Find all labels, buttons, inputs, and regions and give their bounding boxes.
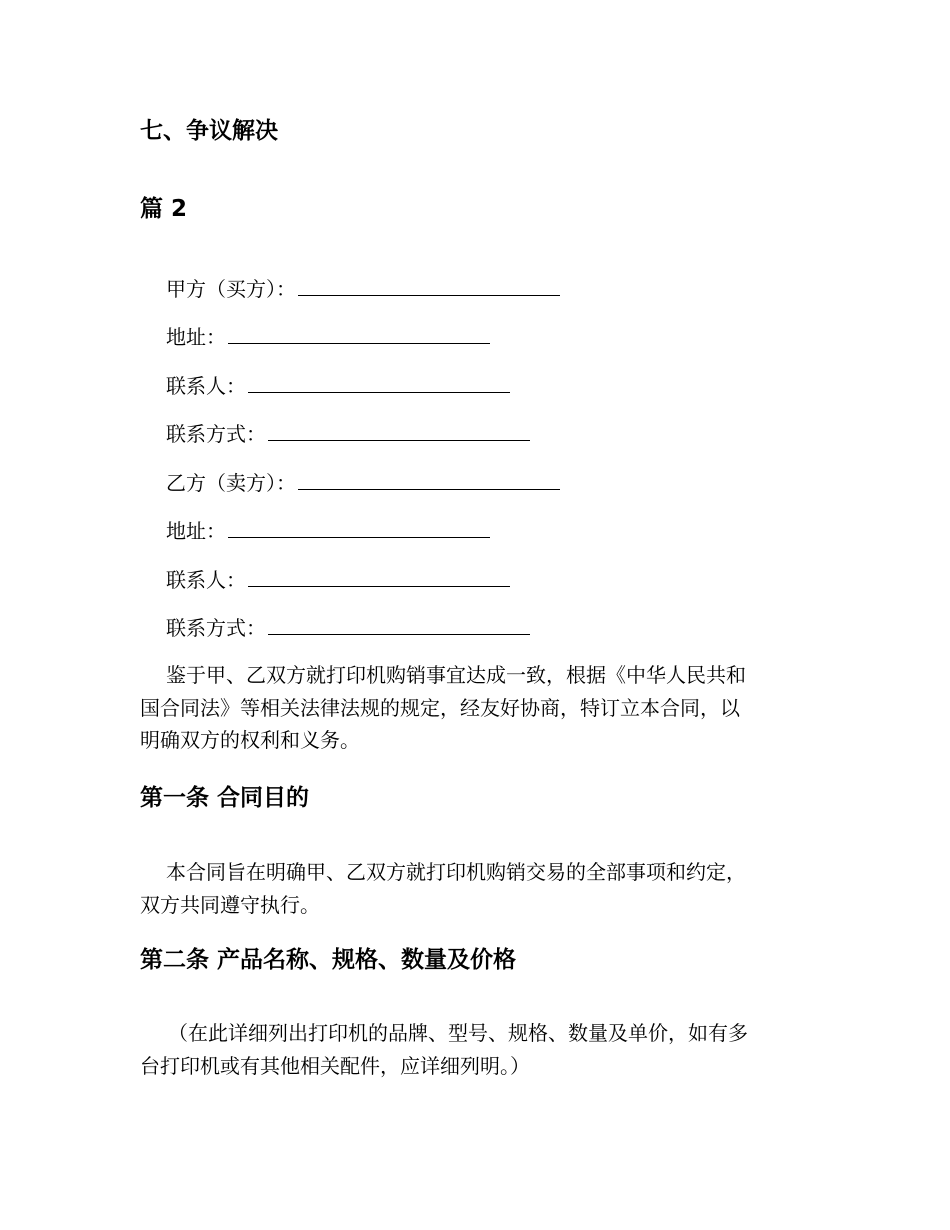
party-a-phone-field (166, 421, 530, 447)
part-heading: 篇 2 (140, 196, 188, 222)
preamble-line: 国合同法》等相关法律法规的规定，经友好协商，特订立本合同，以 (140, 695, 740, 720)
party-b-contact-field (166, 567, 510, 593)
party-a-address-label: 地址： (166, 325, 226, 349)
party-a-name-label: 甲方（买方）： (166, 277, 296, 301)
article-1-line: 双方共同遵守执行。 (140, 892, 320, 917)
party-a-contact-label: 联系人： (166, 374, 246, 398)
party-a-phone-label: 联系方式： (166, 422, 266, 446)
article-1-heading: 第一条 合同目的 (140, 785, 310, 811)
party-a-phone-blank (268, 422, 530, 441)
party-b-contact-label: 联系人： (166, 568, 246, 592)
preamble-line: 明确双方的权利和义务。 (140, 728, 360, 752)
article-2-line: 台打印机或有其他相关配件，应详细列明。） (140, 1053, 530, 1078)
article-1-paragraph (140, 856, 810, 921)
party-b-name-blank (298, 471, 560, 490)
article-1-line: 本合同旨在明确甲、乙双方就打印机购销交易的全部事项和约定， (166, 860, 746, 884)
party-b-name-label: 乙方（卖方）： (166, 471, 296, 495)
party-b-contact-blank (248, 568, 510, 587)
preamble-line: 鉴于甲、乙双方就打印机购销事宜达成一致，根据《中华人民共和 (166, 663, 746, 687)
party-a-name-field (166, 276, 560, 302)
article-2-paragraph (140, 1017, 810, 1082)
article-2-line: （在此详细列出打印机的品牌、型号、规格、数量及单价，如有多 (168, 1021, 748, 1045)
article-2-heading: 第二条 产品名称、规格、数量及价格 (140, 947, 517, 973)
party-b-phone-label: 联系方式： (166, 616, 266, 640)
party-b-phone-blank (268, 616, 530, 635)
party-a-address-field (166, 324, 490, 350)
party-a-contact-field (166, 373, 510, 399)
party-b-address-blank (228, 519, 490, 538)
party-b-address-field (166, 518, 490, 544)
party-b-phone-field (166, 615, 530, 641)
party-a-address-blank (228, 325, 490, 344)
party-a-name-blank (298, 277, 560, 296)
preamble-paragraph (140, 659, 810, 757)
party-a-contact-blank (248, 374, 510, 393)
section-heading-dispute-resolution: 七、争议解决 (140, 118, 278, 144)
party-b-address-label: 地址： (166, 519, 226, 543)
party-b-name-field (166, 470, 560, 496)
